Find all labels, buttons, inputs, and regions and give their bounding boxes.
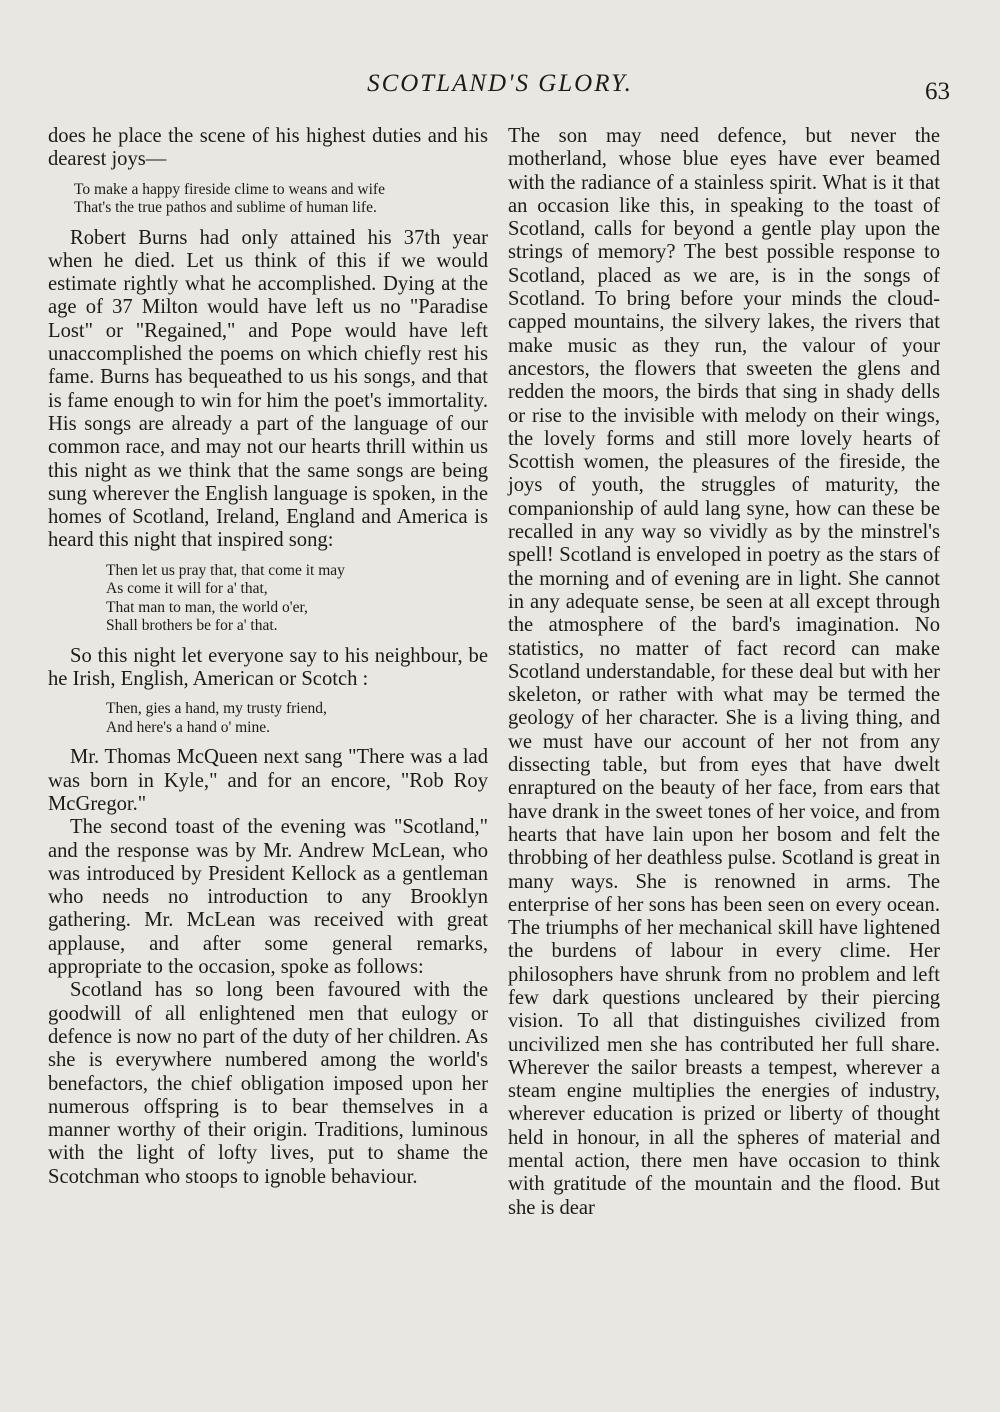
running-head — [0, 70, 1000, 110]
paragraph: Scotland has so long been favoured with the goodwill of all enlightened men that eulogy or defence is now no part of the duty of her children. As she is everywhere numbered among the world's benefactors, the chief obligation imposed upon her numerous offspring is to bear themselves in a manner worthy of their origin. Traditions, luminous with the light of lofty lives, put to shame the Scotchman who stoops to ignoble behaviour. — [48, 979, 488, 1188]
left-column — [48, 125, 488, 1189]
paragraph: does he place the scene of his highest duties and his dearest joys— — [48, 125, 488, 171]
paragraph: Mr. Thomas McQueen next sang "There was a lad was born in Kyle," and for an encore, "Rob Roy McGregor." — [48, 746, 488, 815]
page-number: 63 — [925, 78, 950, 105]
verse-quote — [48, 562, 488, 636]
verse-line: As come it will for a' that, — [106, 580, 268, 598]
verse-line: To make a happy fireside clime to weans and wife — [74, 180, 385, 198]
paragraph: The second toast of the evening was "Scotland," and the response was by Mr. Andrew McLean, who was introduced by President Kellock as a gentleman who needs no introduction to any Brooklyn gathering. Mr. McLean was received with great applause, and after some general remarks, appropriate to the occasion, spoke as follows: — [48, 816, 488, 979]
paragraph: Robert Burns had only attained his 37th year when he died. Let us think of this if we would estimate rightly what he accomplished. Dying at the age of 37 Milton would have left us no "Paradise Lost" or "Regained," and Pope would have left unaccomplished the poems on which chiefly rest his fame. Burns has bequeathed to us his songs, and that is fame enough to win for him the poet's immortality. His songs are already a part of the language of our common race, and may not our hearts thrill within us this night as we think that the same songs are being sung wherever the English language is spoken, in the homes of Scotland, Ireland, England and America is heard this night that inspired song: — [48, 226, 488, 552]
verse-line: That man to man, the world o'er, — [106, 598, 308, 616]
verse-quote — [48, 700, 488, 737]
paragraph: So this night let everyone say to his neighbour, be he Irish, English, American or Scotch : — [48, 644, 488, 691]
paragraph: The son may need defence, but never the motherland, whose blue eyes have ever beamed with the radiance of a stainless spirit. What is it that an occasion like this, in speaking to the toast of Scotland, calls for beyond a gentle play upon the strings of memory? The best possible response to Scotland, placed as we are, is in the songs of Scotland. To bring before your minds the cloud-capped mountains, the silvery lakes, the rivers that make music as they run, the valour of your ancestors, the flowers that sweeten the glens and redden the moors, the birds that sing in shady dells or rise to the invisible with melody on their wings, the lovely forms and still more lovely hearts of Scottish women, the pleasures of the fireside, the joys of youth, the struggles of maturity, the companionship of auld lang syne, how can these be recalled in any way so vividly as by the minstrel's spell! Scotland is enveloped in poetry as the stars of the morning and of evening are in light. She cannot in any adequate sense, be seen at all except through the atmosphere of the bard's imagination. No statistics, no matter of fact record can make Scotland understandable, for these deal but with her skeleton, or rather with what may be termed the geology of her character. She is a living thing, and we must have our account of her not from any dissecting table, but from eyes that have dwelt enraptured on the beauty of her face, from ears that have drank in the sweet tones of her voice, and from hearts that have lain upon her bosom and felt the throbbing of her deathless pulse. Scotland is great in many ways. She is renowned in arms. The enterprise of her sons has been seen on every ocean. The triumphs of her mechanical skill have lightened the burdens of labour in every clime. Her philosophers have shrunk from no problem and left few dark questions uncleared by their piercing vision. To all that distinguishes civilized from uncivilized men she has contributed her full share. Wherever the sailor breasts a tempest, wherever a steam engine multiplies the energies of industry, wherever education is prized or liberty of thought held in honour, in all the spheres of material and mental action, there men have occasion to think with gratitude of the mountain and the flood. But she is dear — [508, 125, 940, 1219]
verse-quote — [48, 181, 488, 218]
verse-line: Then let us pray that, that come it may — [106, 561, 345, 579]
right-column — [508, 125, 940, 1220]
verse-line: Shall brothers be for a' that. — [106, 617, 278, 635]
verse-line: Then, gies a hand, my trusty friend, — [106, 700, 327, 718]
verse-line: And here's a hand o' mine. — [106, 718, 270, 736]
verse-line: That's the true pathos and sublime of human life. — [74, 199, 377, 217]
running-title: SCOTLAND'S GLORY. — [367, 70, 633, 97]
